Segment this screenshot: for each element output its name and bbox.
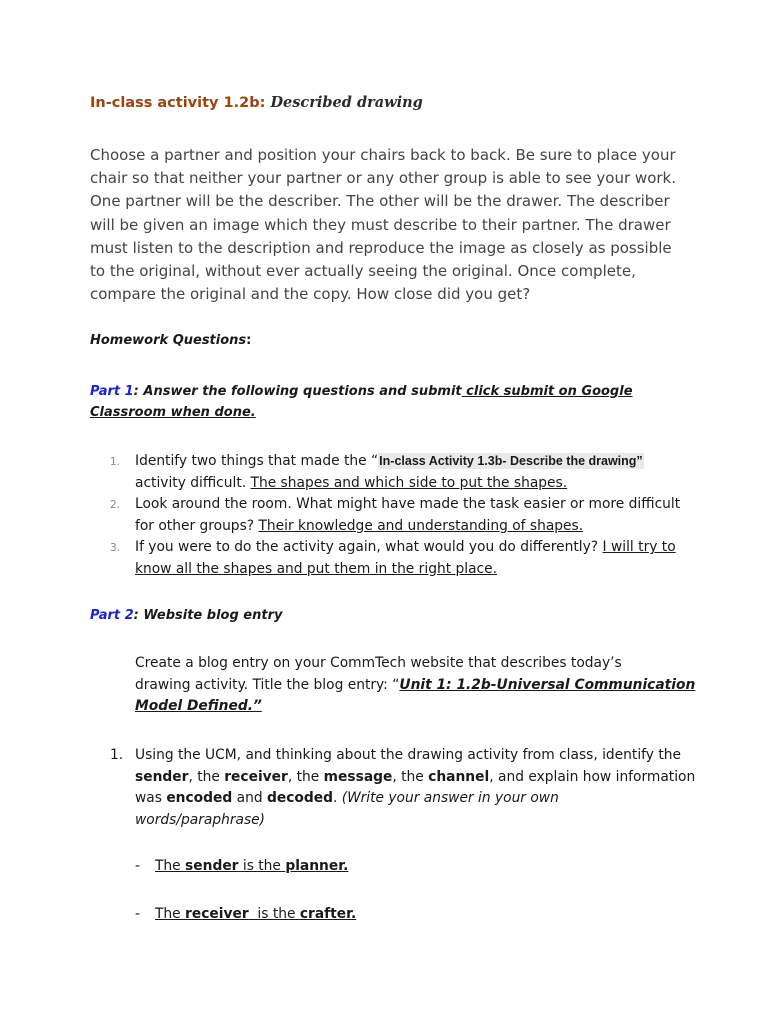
- title-subtitle: Described drawing: [270, 94, 423, 111]
- intro-line: compare the original and the copy. How close did you get?: [90, 285, 531, 304]
- answer-sender: - The sender is the planner.: [135, 858, 349, 874]
- blog-instructions: Create a blog entry on your CommTech website that describes today’s drawing activity. Title the blog entry: “Unit 1: 1.2b-Universal Communication Model Defined.”: [135, 655, 696, 714]
- part2-label: Part 2: [90, 608, 134, 623]
- part1-heading: Part 1: Answer the following questions and submit click submit on Google Classroom when done.: [90, 384, 633, 420]
- answer-receiver: - The receiver is the crafter.: [135, 906, 357, 922]
- list-item: 2. Look around the room. What might have made the task easier or more difficult for other groups? Their knowledge and understanding of shapes.: [110, 496, 681, 534]
- intro-line: to the original, without ever actually seeing the original. Once complete,: [90, 262, 636, 281]
- question-list: [110, 451, 710, 580]
- answer-text: The shapes and which side to put the shapes.: [250, 474, 568, 491]
- answer-text: I will try to: [602, 539, 676, 555]
- intro-line: will be given an image which they must describe to their partner. The drawer: [90, 215, 671, 234]
- activity-title: [90, 94, 423, 111]
- blog-title: Unit 1: 1.2b-Universal Communication: [399, 676, 696, 693]
- part1-label: Part 1: [90, 384, 134, 399]
- part1-instruction-link-cont: Classroom when done.: [90, 405, 256, 420]
- answer-text-cont: know all the shapes and put them in the right place.: [135, 560, 497, 577]
- part1-instruction-link: click submit on Google: [461, 384, 633, 399]
- part2-heading: Part 2: Website blog entry: [90, 608, 283, 623]
- intro-line: chair so that neither your partner or any other group is able to see your work.: [90, 169, 676, 188]
- intro-line: One partner will be the describer. The other will be the drawer. The describer: [90, 192, 670, 211]
- intro-line: Choose a partner and position your chairs back to back. Be sure to place your: [90, 146, 676, 164]
- list-item: 1. Identify two things that made the “In-class Activity 1.3b- Describe the drawing” activity difficult. The shapes and which side to put the shapes.: [110, 453, 643, 491]
- answer-text: Their knowledge and understanding of shapes.: [258, 517, 584, 534]
- homework-heading: Homework Questions:: [90, 333, 252, 348]
- intro-paragraph: [90, 144, 690, 306]
- list-item: 3. If you were to do the activity again, what would you do differently? I will try to know all the shapes and put them in the right place.: [110, 539, 676, 577]
- activity-reference-highlight: In-class Activity 1.3b- Describe the drawing”: [379, 454, 643, 468]
- intro-line: must listen to the description and reproduce the image as closely as possible: [90, 238, 672, 257]
- ucm-question: 1. Using the UCM, and thinking about the drawing activity from class, identify the sender, the receiver, the message, the channel, and explain how information was encoded and decoded. (Write your answer in your own words/paraphrase): [110, 747, 696, 828]
- title-label: In-class activity 1.2b:: [90, 95, 266, 111]
- blog-title-cont: Model Defined.”: [135, 698, 262, 714]
